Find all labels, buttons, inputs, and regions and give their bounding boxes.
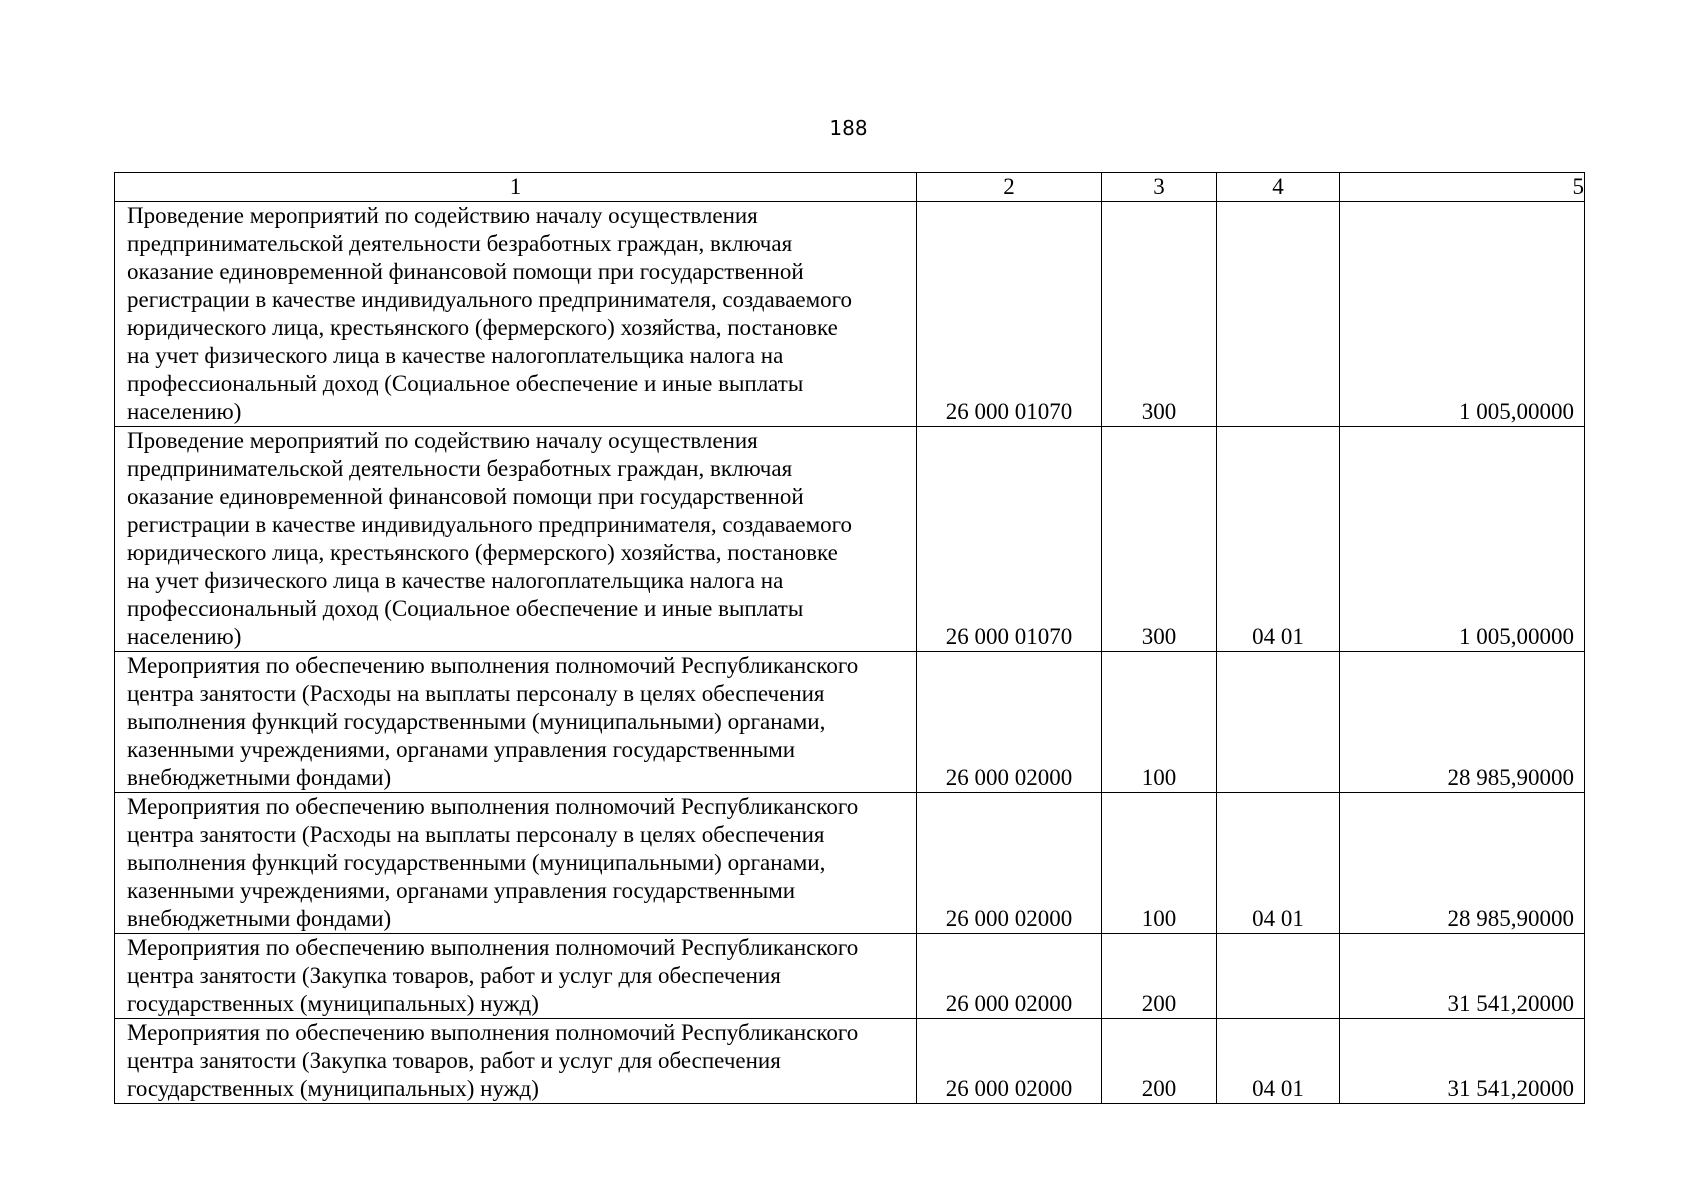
table-body xyxy=(115,202,1585,1104)
row-amount: 28 985,90000 xyxy=(1340,652,1585,793)
page-number: 188 xyxy=(829,116,868,140)
row-name xyxy=(115,652,917,793)
row-name-line: центра занятости (Расходы на выплаты персоналу в целях обеспечения xyxy=(127,822,825,847)
row-section: 04 01 xyxy=(1217,427,1340,652)
row-name-line: Мероприятия по обеспечению выполнения полномочий Республиканского xyxy=(127,653,859,678)
column-header-4: 4 xyxy=(1217,173,1340,202)
row-name-line: на учет физического лица в качестве налогоплательщика налога на xyxy=(127,568,784,593)
row-expense-type: 300 xyxy=(1102,202,1217,427)
row-name-line: профессиональный доход (Социальное обеспечение и иные выплаты xyxy=(127,371,804,396)
row-name-line: Проведение мероприятий по содействию началу осуществления xyxy=(127,203,758,228)
row-name xyxy=(115,793,917,934)
row-section: 04 01 xyxy=(1217,793,1340,934)
row-amount: 1 005,00000 xyxy=(1340,202,1585,427)
row-name-line: регистрации в качестве индивидуального предпринимателя, создаваемого xyxy=(127,287,853,312)
table-row xyxy=(115,652,1585,793)
row-expense-type: 100 xyxy=(1102,652,1217,793)
row-name xyxy=(115,934,917,1019)
row-section: 04 01 xyxy=(1217,1019,1340,1104)
column-header-5: 5 xyxy=(1340,173,1585,202)
row-amount: 31 541,20000 xyxy=(1340,934,1585,1019)
row-name-line: государственных (муниципальных) нужд) xyxy=(127,1076,539,1101)
row-name-line: казенными учреждениями, органами управления государственными xyxy=(127,737,796,762)
row-amount: 28 985,90000 xyxy=(1340,793,1585,934)
table-row xyxy=(115,934,1585,1019)
row-code: 26 000 02000 xyxy=(917,1019,1102,1104)
row-name-line: на учет физического лица в качестве налогоплательщика налога на xyxy=(127,343,784,368)
row-name xyxy=(115,1019,917,1104)
table-row xyxy=(115,793,1585,934)
row-name-line: юридического лица, крестьянского (фермерского) хозяйства, постановке xyxy=(127,540,838,565)
row-amount: 31 541,20000 xyxy=(1340,1019,1585,1104)
table-header-row xyxy=(115,173,1585,202)
table-row xyxy=(115,427,1585,652)
row-code: 26 000 02000 xyxy=(917,934,1102,1019)
row-name-line: центра занятости (Закупка товаров, работ и услуг для обеспечения xyxy=(127,963,781,988)
row-expense-type: 300 xyxy=(1102,427,1217,652)
budget-table xyxy=(114,172,1585,1104)
column-header-2: 2 xyxy=(917,173,1102,202)
row-expense-type: 200 xyxy=(1102,1019,1217,1104)
row-name xyxy=(115,202,917,427)
row-name-line: центра занятости (Расходы на выплаты персоналу в целях обеспечения xyxy=(127,681,825,706)
row-name-line: оказание единовременной финансовой помощи при государственной xyxy=(127,259,804,284)
column-header-3: 3 xyxy=(1102,173,1217,202)
row-name-line: Проведение мероприятий по содействию началу осуществления xyxy=(127,428,758,453)
column-header-1: 1 xyxy=(115,173,917,202)
row-name-line: предпринимательской деятельности безработных граждан, включая xyxy=(127,231,793,256)
row-name-line: населению) xyxy=(127,399,242,424)
row-name-line: оказание единовременной финансовой помощи при государственной xyxy=(127,484,804,509)
row-name-line: Мероприятия по обеспечению выполнения полномочий Республиканского xyxy=(127,935,859,960)
row-amount: 1 005,00000 xyxy=(1340,427,1585,652)
row-name-line: государственных (муниципальных) нужд) xyxy=(127,991,539,1016)
row-name-line: внебюджетными фондами) xyxy=(127,765,392,790)
row-section xyxy=(1217,652,1340,793)
row-code: 26 000 01070 xyxy=(917,202,1102,427)
row-name-line: выполнения функций государственными (муниципальными) органами, xyxy=(127,709,826,734)
row-expense-type: 100 xyxy=(1102,793,1217,934)
row-name-line: Мероприятия по обеспечению выполнения полномочий Республиканского xyxy=(127,1020,859,1045)
row-section xyxy=(1217,934,1340,1019)
row-name-line: выполнения функций государственными (муниципальными) органами, xyxy=(127,850,826,875)
table-row xyxy=(115,1019,1585,1104)
row-name-line: юридического лица, крестьянского (фермерского) хозяйства, постановке xyxy=(127,315,838,340)
row-code: 26 000 01070 xyxy=(917,427,1102,652)
row-code: 26 000 02000 xyxy=(917,793,1102,934)
row-name-line: населению) xyxy=(127,624,242,649)
row-code: 26 000 02000 xyxy=(917,652,1102,793)
table-row xyxy=(115,202,1585,427)
row-name-line: регистрации в качестве индивидуального предпринимателя, создаваемого xyxy=(127,512,853,537)
row-section xyxy=(1217,202,1340,427)
row-name-line: казенными учреждениями, органами управления государственными xyxy=(127,878,796,903)
row-name-line: Мероприятия по обеспечению выполнения полномочий Республиканского xyxy=(127,794,859,819)
row-name-line: предпринимательской деятельности безработных граждан, включая xyxy=(127,456,793,481)
row-expense-type: 200 xyxy=(1102,934,1217,1019)
row-name-line: центра занятости (Закупка товаров, работ и услуг для обеспечения xyxy=(127,1048,781,1073)
row-name-line: внебюджетными фондами) xyxy=(127,906,392,931)
row-name-line: профессиональный доход (Социальное обеспечение и иные выплаты xyxy=(127,596,804,621)
row-name xyxy=(115,427,917,652)
